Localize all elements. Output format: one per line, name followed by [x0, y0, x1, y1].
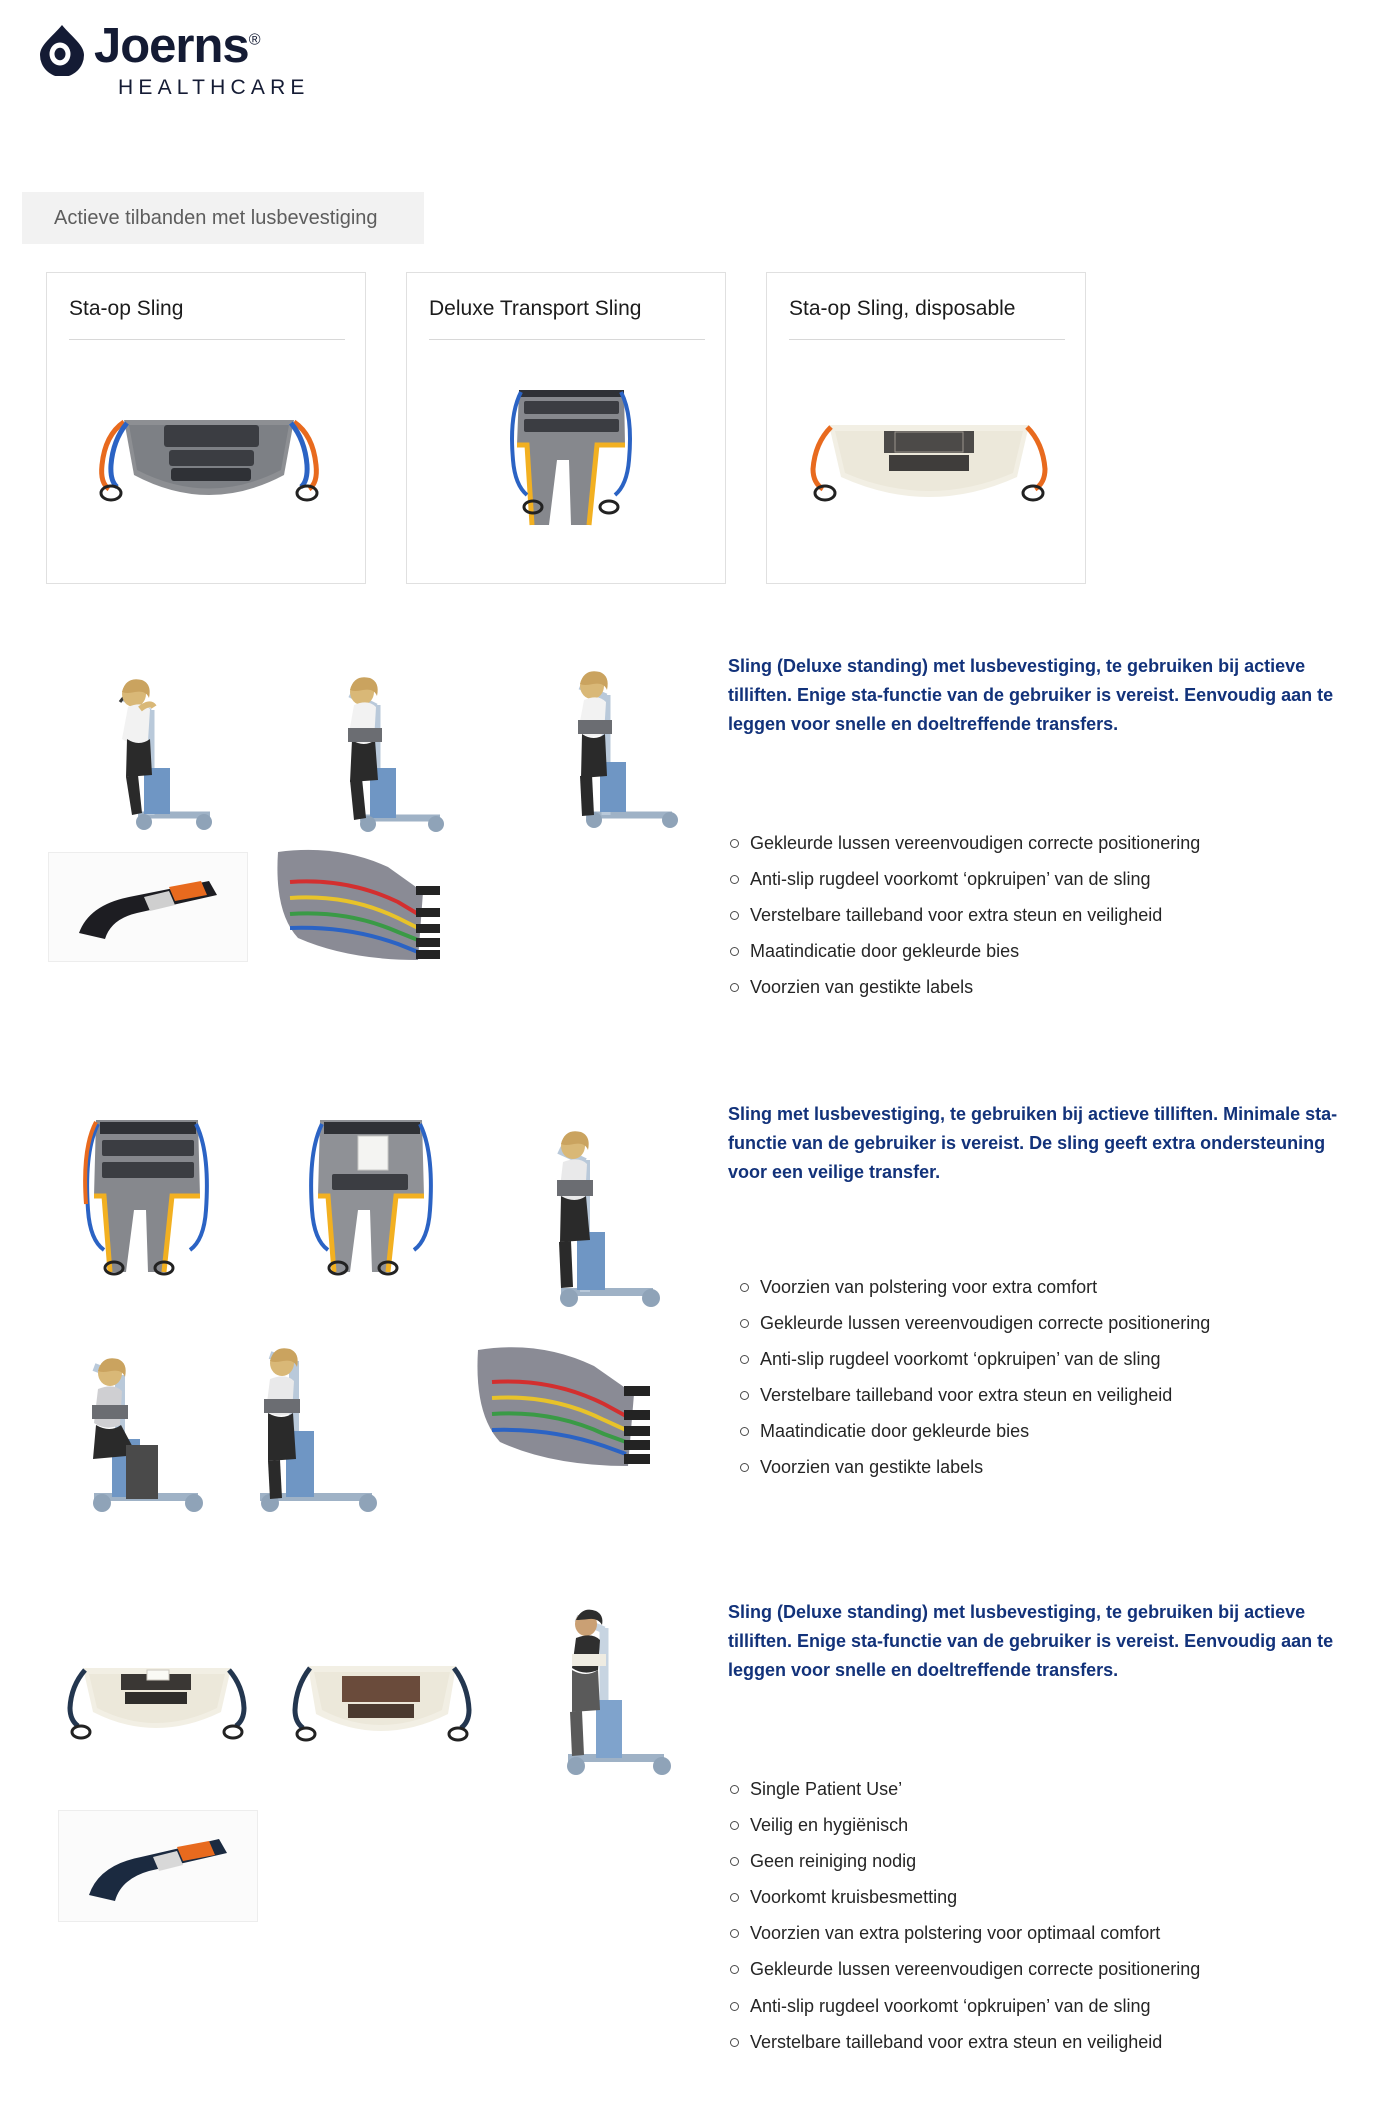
deluxe-transport-sling-product-photo	[429, 365, 703, 569]
product-card[interactable]	[766, 272, 1086, 584]
feature-list	[728, 1776, 1368, 2065]
product-card-title: Sta-op Sling, disposable	[789, 297, 1016, 320]
registered-mark: ®	[248, 31, 260, 49]
feature-item: Verstelbare tailleband voor extra steun en veiligheid	[728, 902, 1358, 928]
feature-list	[738, 1274, 1368, 1491]
product-card-row	[46, 272, 1106, 584]
feature-item: Voorzien van gestikte labels	[738, 1454, 1368, 1480]
size-colour-chart	[468, 1338, 678, 1478]
product-card-title: Sta-op Sling	[69, 297, 184, 320]
feature-item: Veilig en hygiënisch	[728, 1812, 1368, 1838]
section-sta-op-sling-disposable	[0, 1580, 1399, 2080]
feature-item: Verstelbare tailleband voor extra steun en veiligheid	[738, 1382, 1368, 1408]
section-description: Sling (Deluxe standing) met lusbevestiging, te gebruiken bij actieve tilliften. Enige sta-functie van de gebruiker is vereist. Eenvoudig aan te leggen voor snelle en doeltreffende transfers.	[728, 656, 1334, 735]
feature-item: Anti-slip rugdeel voorkomt ‘opkruipen’ van de sling	[738, 1346, 1368, 1372]
feature-item: Maatindicatie door gekleurde bies	[728, 938, 1358, 964]
feature-item: Verstelbare tailleband voor extra steun en veiligheid	[728, 2029, 1368, 2055]
feature-item: Geen reiniging nodig	[728, 1848, 1368, 1874]
disposable-sling-in-use	[520, 1590, 710, 1790]
section-description: Sling (Deluxe standing) met lusbevestiging, te gebruiken bij actieve tilliften. Enige sta-functie van de gebruiker is vereist. Eenvoudig aan te leggen voor snelle en doeltreffende transfers.	[728, 1602, 1334, 1681]
section-deluxe-transport-sling	[0, 1080, 1399, 1560]
feature-item: Voorzien van extra polstering voor optimaal comfort	[728, 1920, 1368, 1946]
lift-transfer-step-2	[290, 650, 470, 835]
lift-transfer-step-3	[522, 650, 702, 835]
brand-name-text: Joerns	[94, 19, 249, 73]
brand-tagline: HEALTHCARE	[118, 76, 310, 99]
feature-item: Gekleurde lussen vereenvoudigen correcte positionering	[738, 1310, 1368, 1336]
brand-logo	[36, 16, 336, 106]
feature-item: Voorzien van gestikte labels	[728, 974, 1358, 1000]
product-card-title: Deluxe Transport Sling	[429, 297, 642, 320]
deluxe-sling-in-use-1	[505, 1100, 695, 1320]
feature-list	[728, 830, 1358, 1010]
deluxe-sling-front	[48, 1100, 238, 1320]
category-bar[interactable]	[22, 192, 424, 244]
section-description: Sling met lusbevestiging, te gebruiken bij actieve tilliften. Minimale sta-functie van de gebruiker is vereist. De sling geeft extra ondersteuning voor een veilige transfer.	[728, 1104, 1338, 1183]
category-label: Actieve tilbanden met lusbevestiging	[54, 206, 378, 229]
product-card[interactable]	[406, 272, 726, 584]
feature-item: Gekleurde lussen vereenvoudigen correcte positionering	[728, 830, 1358, 856]
deluxe-sling-in-use-2	[48, 1335, 238, 1525]
divider	[789, 339, 1065, 340]
disposable-sling-front	[55, 1640, 255, 1780]
feature-item: Anti-slip rugdeel voorkomt ‘opkruipen’ van de sling	[728, 866, 1358, 892]
feature-item: Maatindicatie door gekleurde bies	[738, 1418, 1368, 1444]
sta-op-sling-product-photo	[69, 365, 343, 569]
joerns-droplet-icon	[36, 24, 88, 76]
feature-item: Voorkomt kruisbesmetting	[728, 1884, 1368, 1910]
disposable-loop-strap-detail	[58, 1810, 258, 1922]
lift-transfer-step-1	[60, 650, 240, 835]
feature-item: Gekleurde lussen vereenvoudigen correcte positionering	[728, 1956, 1368, 1982]
divider	[429, 339, 705, 340]
sta-op-sling-disposable-product-photo	[789, 365, 1063, 569]
feature-item: Anti-slip rugdeel voorkomt ‘opkruipen’ van de sling	[728, 1993, 1368, 2019]
brand-name	[94, 19, 260, 73]
deluxe-sling-in-use-3	[222, 1335, 412, 1525]
feature-item: Single Patient Use’	[728, 1776, 1368, 1802]
product-card[interactable]	[46, 272, 366, 584]
size-colour-chart	[268, 842, 468, 972]
disposable-sling-back	[280, 1640, 480, 1780]
section-sta-op-sling	[0, 630, 1399, 1060]
divider	[69, 339, 345, 340]
loop-strap-detail	[48, 852, 248, 962]
feature-item: Voorzien van polstering voor extra comfort	[738, 1274, 1368, 1300]
deluxe-sling-back	[272, 1100, 462, 1320]
